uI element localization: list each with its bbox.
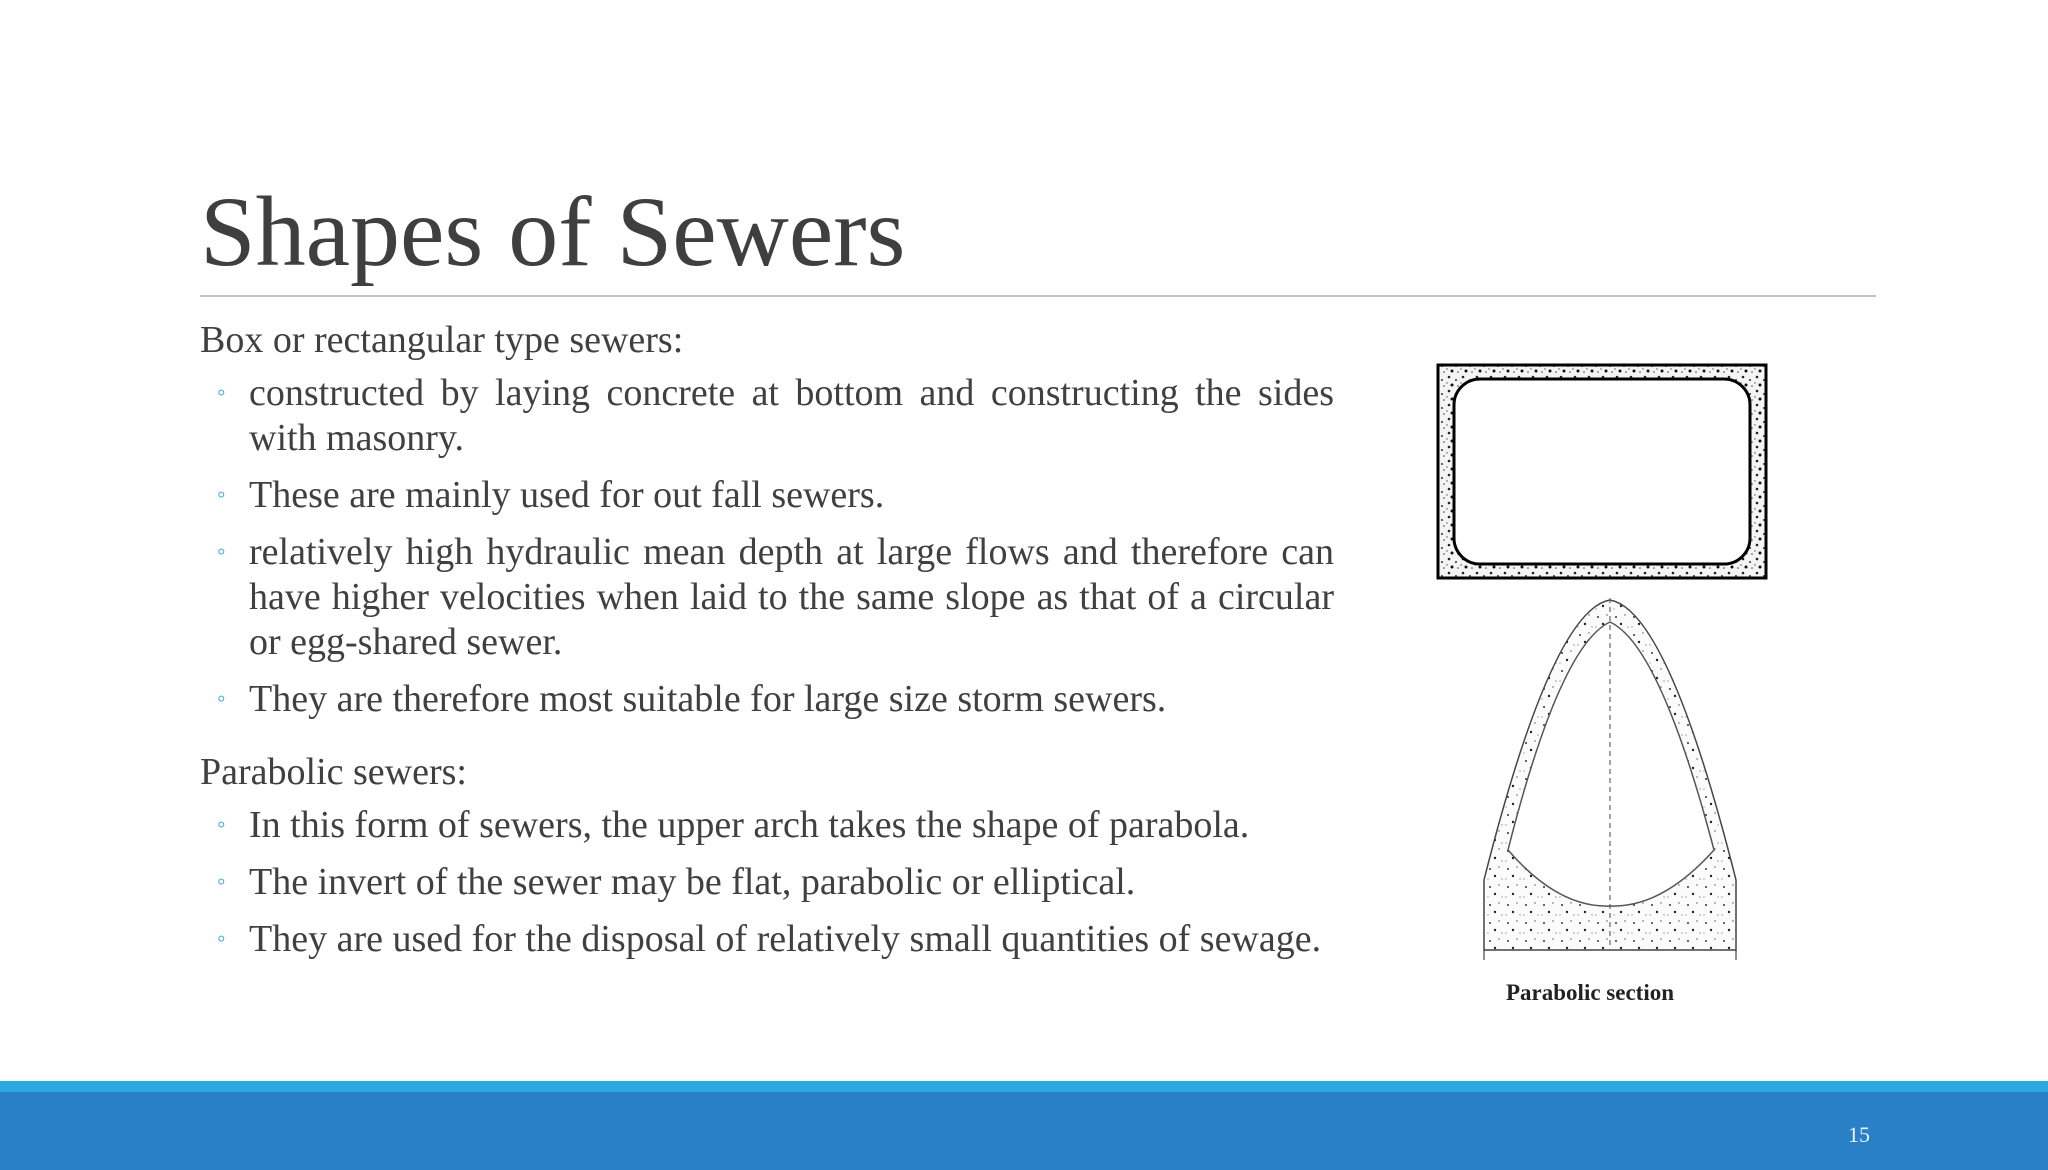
section-heading: Parabolic sewers:: [200, 751, 467, 793]
list-item: ◦ In this form of sewers, the upper arch takes the shape of parabola.: [217, 804, 1250, 846]
bullet-icon: ◦: [217, 539, 226, 565]
sewer-sections-figure: [1432, 360, 1792, 1020]
list-item: ◦ constructed by laying concrete at bottom and constructing the sides with masonry.: [217, 372, 1334, 459]
list-item: ◦ These are mainly used for out fall sewers.: [217, 474, 885, 516]
slide-title: Shapes of Sewers: [200, 176, 906, 287]
bullet-list: [200, 803, 1334, 962]
page-number: 15: [1848, 1122, 1870, 1147]
box-section-drawing: [1438, 365, 1766, 578]
footer-bar: [0, 1092, 2048, 1170]
bullet-icon: ◦: [217, 869, 226, 895]
parabolic-section-drawing: [1484, 598, 1736, 960]
list-item: ◦ relatively high hydraulic mean depth at large flows and therefore can have higher velocities when laid to the same slope as that of a circular or egg-shared sewer.: [217, 531, 1334, 663]
section-heading: Box or rectangular type sewers:: [200, 319, 684, 361]
bullet-icon: ◦: [217, 926, 226, 952]
section-box-sewers: [200, 318, 1334, 722]
bullet-list: [200, 371, 1334, 722]
list-item: ◦ They are therefore most suitable for large size storm sewers.: [217, 678, 1167, 720]
slide-body: [200, 318, 1334, 974]
footer-accent-strip: [0, 1081, 2048, 1092]
bullet-icon: ◦: [217, 380, 226, 406]
list-item: ◦ They are used for the disposal of relatively small quantities of sewage.: [217, 918, 1322, 960]
title-divider: [200, 295, 1876, 297]
bullet-icon: ◦: [217, 812, 226, 838]
bullet-icon: ◦: [217, 482, 226, 508]
figure-caption: Parabolic section: [1506, 980, 1674, 1005]
section-parabolic-sewers: [200, 750, 1334, 962]
bullet-icon: ◦: [217, 686, 226, 712]
list-item: ◦ The invert of the sewer may be flat, parabolic or elliptical.: [217, 861, 1136, 903]
